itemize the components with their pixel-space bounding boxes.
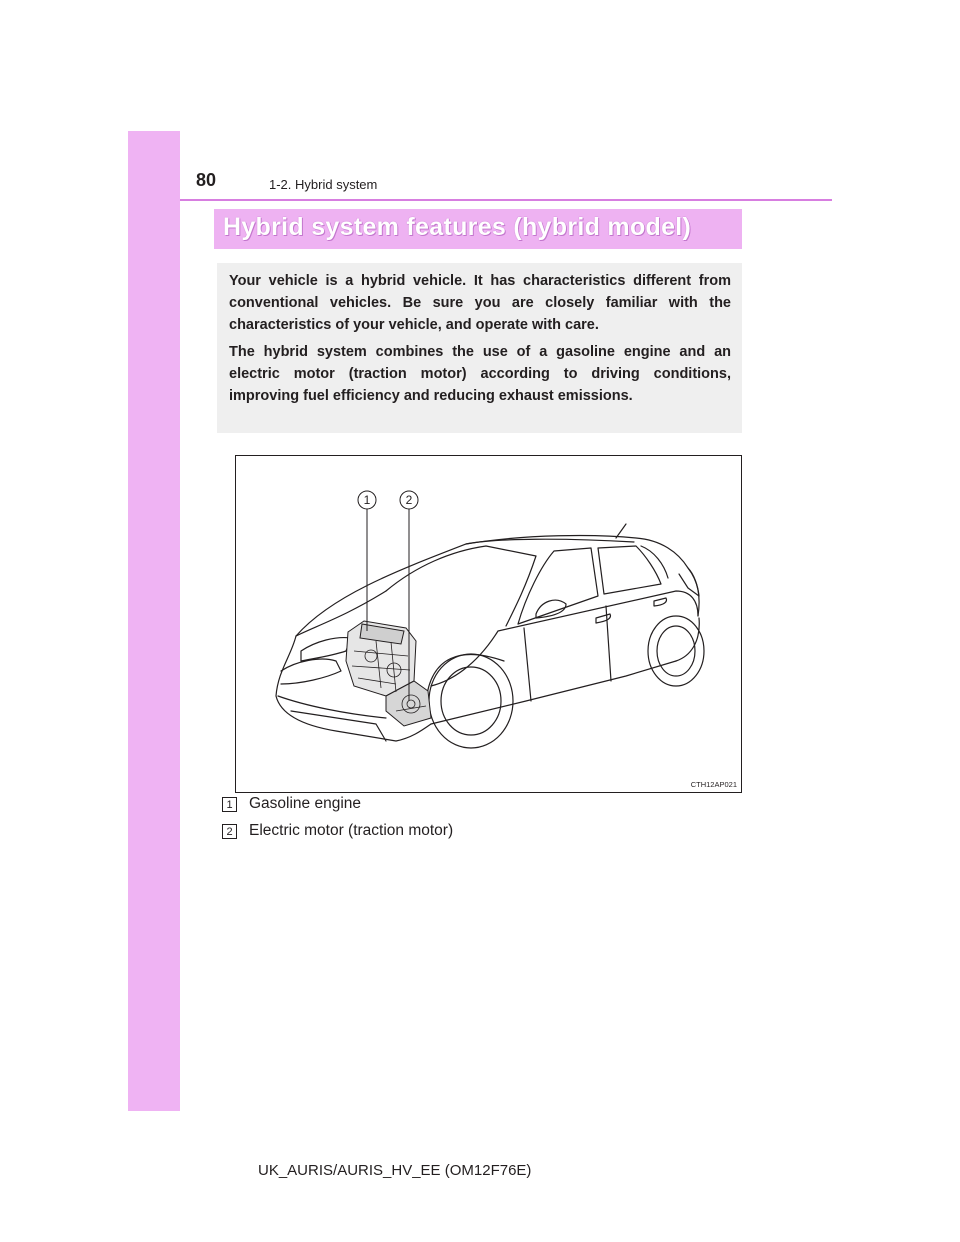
callout-2: 2 — [405, 493, 413, 507]
intro-paragraph: The hybrid system combines the use of a gasoline engine and an electric motor (traction motor) according to driving conditions, improving fuel efficiency and reducing exhaust emissions. — [229, 344, 731, 404]
figure-code: CTH12AP021 — [690, 780, 737, 789]
intro-box — [217, 263, 742, 433]
legend-number-badge: 1 — [222, 797, 237, 812]
legend-text: Gasoline engine — [249, 795, 362, 812]
header-rule — [180, 199, 832, 201]
title-bar — [214, 209, 742, 249]
legend-text: Electric motor (traction motor) — [249, 822, 454, 839]
vehicle-illustration — [235, 455, 742, 793]
legend-number-badge: 2 — [222, 824, 237, 839]
chapter-tab — [128, 131, 180, 1111]
intro-paragraph: Your vehicle is a hybrid vehicle. It has characteristics different from conventional vehicles. Be sure you are closely familiar with the characteristics of your vehicle, and operate with care. — [229, 273, 731, 333]
callout-1: 1 — [363, 493, 371, 507]
page-title: Hybrid system features (hybrid model) — [223, 213, 692, 241]
page-number: 80 — [196, 170, 217, 190]
document-footer: UK_AURIS/AURIS_HV_EE (OM12F76E) — [258, 1162, 532, 1179]
car-drawing — [236, 456, 741, 792]
section-header: 1-2. Hybrid system — [269, 177, 378, 192]
